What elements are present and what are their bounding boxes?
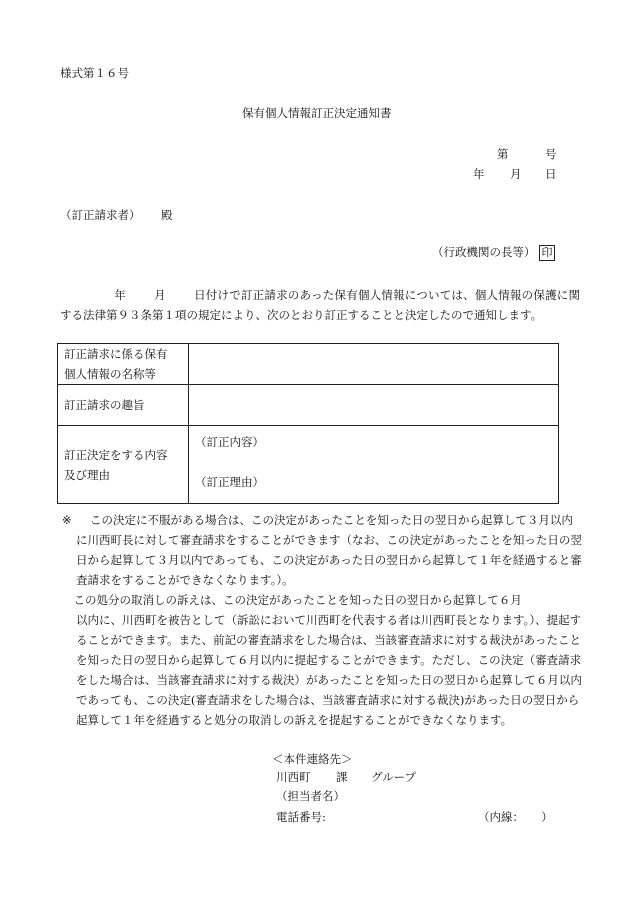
intro-text: 日付けで訂正請求のあった保有個人情報については、個人情報の保護に関する法律第９３条第１項の規定により、次のとおり訂正することと決定したので通知します。	[60, 288, 581, 322]
table-row	[58, 385, 559, 426]
date-year: 年	[473, 167, 485, 181]
intro-month: 月	[153, 288, 166, 302]
doc-number-dai: 第	[497, 147, 509, 161]
note-2	[62, 590, 582, 730]
contact-extension: （内線： ）	[478, 810, 553, 824]
date-day: 日	[545, 167, 557, 181]
contact-group: グループ	[371, 770, 417, 784]
intro-year: 年	[114, 288, 126, 302]
decision-table	[57, 343, 559, 504]
sender-label: （行政機関の長等）	[432, 245, 536, 259]
document-title: 保有個人情報訂正決定通知書	[242, 106, 392, 120]
row3-content-line2: （訂正理由）	[195, 475, 264, 489]
recipient-honorific: 殿	[161, 208, 173, 222]
row3-label-line1: 訂正決定をする内容	[64, 447, 168, 462]
intro-paragraph	[60, 285, 580, 325]
note-mark: ※	[62, 513, 72, 527]
row3-label	[58, 426, 189, 504]
note-2-first: この処分の取消しの訴えは、この決定があったことを知った日の翌日から起算して６月	[73, 593, 522, 607]
contact-ka: 課	[336, 770, 348, 784]
recipient-label: （訂正請求者）	[60, 208, 141, 222]
seal-mark: 印	[539, 245, 555, 261]
row3-content-line1: （訂正内容）	[195, 435, 264, 449]
row1-value	[189, 344, 559, 385]
row2-label: 訂正請求の趣旨	[58, 385, 189, 426]
contact-heading: ＜本件連絡先＞	[272, 752, 353, 766]
row1-label	[58, 344, 189, 385]
contact-phone: 電話番号:	[276, 810, 326, 824]
table-row	[58, 426, 559, 504]
note-2-rest: 以内に、川西町を被告として（訴訟において川西町を代表する者は川西町長となります。）、提起することができます。また、前記の審査請求をした場合は、当該審査請求に対する裁決があったことを知った日の翌日から起算して６月以内に提起することができます。ただし、この決定（審査請求をした場合は、当該審査請求に対する裁決）があったことを知った日の翌日から起算して６月以内であっても、この決定(審査請求をした場合は、当該審査請求に対する裁決)があった日の翌日から起算して１年を経過すると処分の取消しの訴えを提起することができなくなります。	[76, 613, 582, 727]
row2-value	[189, 385, 559, 426]
row3-value	[189, 426, 559, 504]
row1-label-line2: 個人情報の名称等	[64, 367, 156, 381]
form-number: 様式第１６号	[60, 66, 129, 80]
note-1-text: この決定に不服がある場合は、この決定があったことを知った日の翌日から起算して３月以内に川西町長に対して審査請求をすることができます（なお、この決定があったことを知った日の翌日から起算して３月以内であっても、この決定があった日の翌日から起算して１年を経過すると審査請求をすることができなくなります。）。	[76, 513, 582, 587]
contact-town: 川西町	[276, 770, 311, 784]
note-1	[62, 510, 582, 590]
row3-label-line2: 及び理由	[64, 467, 110, 482]
table-row	[58, 344, 559, 385]
row1-label-line1: 訂正請求に係る保有	[64, 347, 168, 361]
contact-person: （担当者名）	[276, 789, 345, 803]
date-month: 月	[510, 167, 522, 181]
doc-number-go: 号	[545, 147, 557, 161]
